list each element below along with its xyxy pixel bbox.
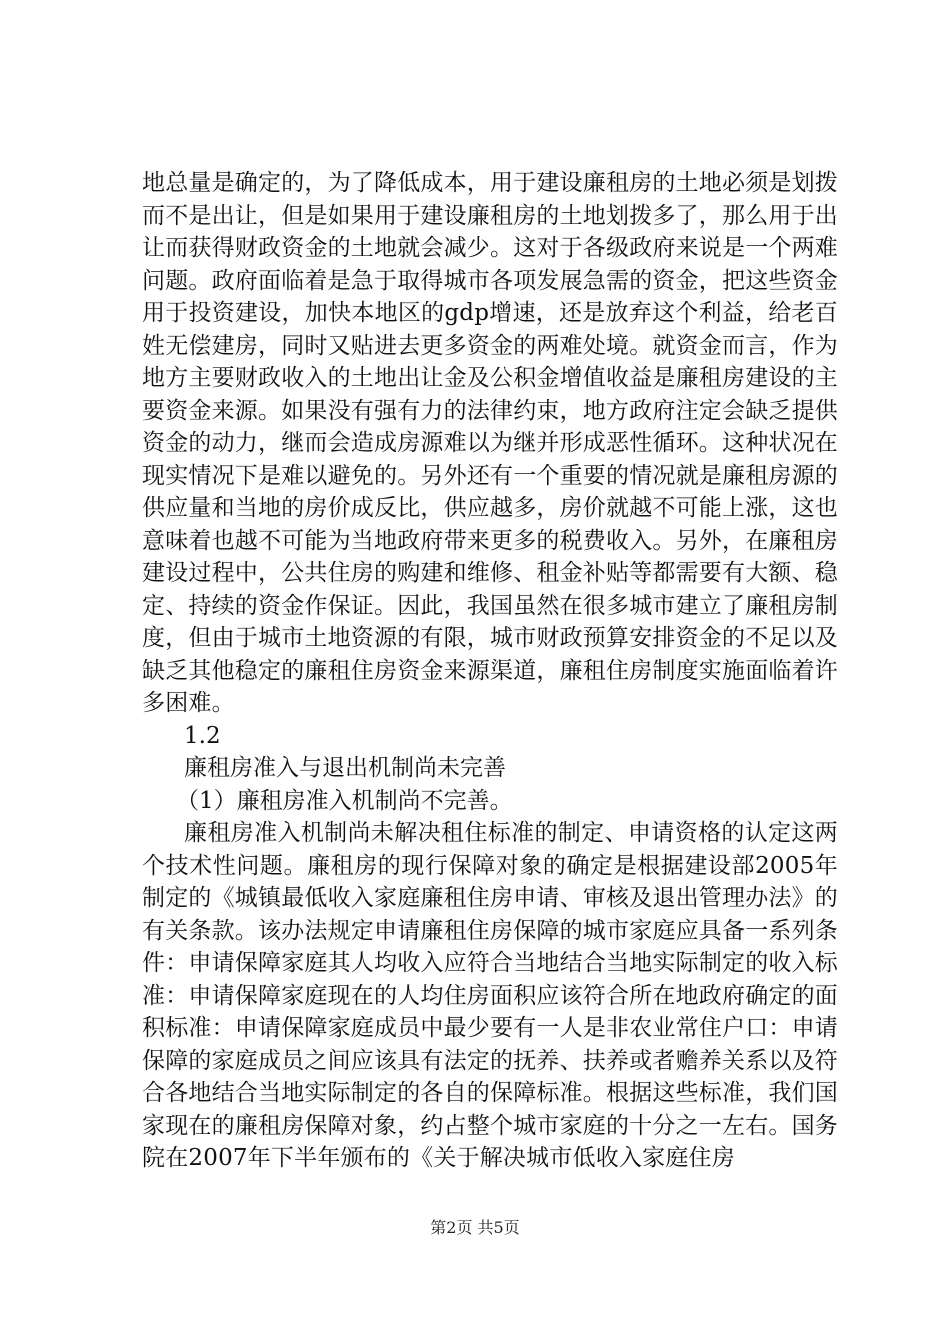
document-body	[142, 167, 838, 1175]
subsection-title: （1）廉租房准入机制尚不完善。	[176, 787, 513, 814]
body-paragraph: 地总量是确定的，为了降低成本，用于建设廉租房的土地必须是划拨而不是出让，但是如果用于建设廉租房的土地划拨多了，那么用于出让而获得财政资金的土地就会减少。这对于各级政府来说是一个两难问题。政府面临着是急于取得城市各项发展急需的资金，把这些资金用于投资建设，加快本地区的gdp增速，还是放弃这个利益，给老百姓无偿建房，同时又贴进去更多资金的两难处境。就资金而言，作为地方主要财政收入的土地出让金及公积金增值收益是廉租房建设的主要资金来源。如果没有强有力的法律约束，地方政府注定会缺乏提供资金的动力，继而会造成房源难以为继并形成恶性循环。这种状况在现实情况下是难以避免的。另外还有一个重要的情况就是廉租房源的供应量和当地的房价成反比，供应越多，房价就越不可能上涨，这也意味着也越不可能为当地政府带来更多的税费收入。另外，在廉租房建设过程中，公共住房的购建和维修、租金补贴等都需要有大额、稳定、持续的资金作保证。因此，我国虽然在很多城市建立了廉租房制度，但由于城市土地资源的有限，城市财政预算安排资金的不足以及缺乏其他稳定的廉租住房资金来源渠道，廉租住房制度实施面临着许多困难。	[142, 170, 838, 716]
section-title: 廉租房准入与退出机制尚未完善	[184, 755, 506, 781]
body-paragraph: 廉租房准入机制尚未解决租住标准的制定、申请资格的认定这两个技术性问题。廉租房的现行保障对象的确定是根据建设部2005年制定的《城镇最低收入家庭廉租住房申请、审核及退出管理办法》的有关条款。该办法规定申请廉租住房保障的城市家庭应具备一系列条件：申请保障家庭其人均收入应符合当地结合当地实际制定的收入标准：申请保障家庭现在的人均住房面积应该符合所在地政府确定的面积标准：申请保障家庭成员中最少要有一人是非农业常住户口：申请保障的家庭成员之间应该具有法定的抚养、扶养或者赡养关系以及符合各地结合当地实际制定的各自的保障标准。根据这些标准，我们国家现在的廉租房保障对象，约占整个城市家庭的十分之一左右。国务院在2007年下半年颁布的《关于解决城市低收入家庭住房	[142, 820, 838, 1171]
section-number: 1.2	[184, 722, 221, 749]
page-footer: 第2页 共5页	[430, 1218, 520, 1237]
